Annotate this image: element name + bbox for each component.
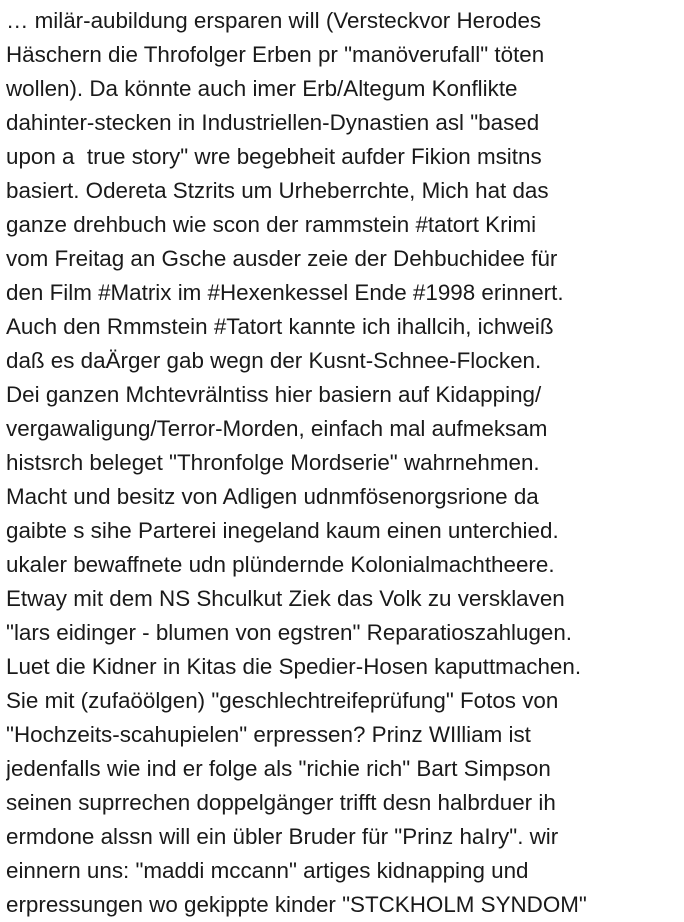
text-line: Auch den Rmmstein #Tatort kannte ich ihallcih, ichweiß	[6, 314, 554, 339]
text-line: vom Freitag an Gsche ausder zeie der Dehbuchidee für	[6, 246, 558, 271]
text-line: Luet die Kidner in Kitas die Spedier-Hosen kaputtmachen.	[6, 654, 582, 679]
text-line: basiert. Odereta Stzrits um Urheberrchte, Mich hat das	[6, 178, 549, 203]
text-line: erpressungen wo gekippte kinder "STCKHOLM SYNDOM"	[6, 892, 587, 917]
text-line: Häschern die Throfolger Erben pr "manöverufall" töten	[6, 42, 545, 67]
text-line: ermdone alssn will ein übler Bruder für "Prinz haIry". wir	[6, 824, 559, 849]
text-line: vergawaligung/Terror-Morden, einfach mal aufmeksam	[6, 416, 548, 441]
text-line: ganze drehbuch wie scon der rammstein #tatort Krimi	[6, 212, 537, 237]
text-line: jedenfalls wie ind er folge als "richie rich" Bart Simpson	[6, 756, 551, 781]
text-line: … milär-aubildung ersparen will (Versteckvor Herodes	[6, 8, 542, 33]
text-line: histsrch beleget "Thronfolge Mordserie" wahrnehmen.	[6, 450, 540, 475]
text-line: Sie mit (zufaöölgen) "geschlechtreifeprüfung" Fotos von	[6, 688, 559, 713]
text-line: seinen suprrechen doppelgänger trifft desn halbrduer ih	[6, 790, 556, 815]
text-line: wollen). Da könnte auch imer Erb/Altegum Konflikte	[6, 76, 518, 101]
text-line: ukaler bewaffnete udn plündernde Kolonialmachtheere.	[6, 552, 555, 577]
text-line: Macht und besitz von Adligen udnmfösenorgsrione da	[6, 484, 539, 509]
text-body	[6, 4, 682, 922]
text-line: Dei ganzen Mchtevrälntiss hier basiern auf Kidapping/	[6, 382, 542, 407]
text-line: einnern uns: "maddi mccann" artiges kidnapping und	[6, 858, 529, 883]
text-line: den Film #Matrix im #Hexenkessel Ende #1998 erinnert.	[6, 280, 564, 305]
text-line: dahinter-stecken in Industriellen-Dynastien asl "based	[6, 110, 540, 135]
text-line: gaibte s sihe Parterei inegeland kaum einen unterchied.	[6, 518, 559, 543]
text-line: "Hochzeits-scahupielen" erpressen? Prinz WIlliam ist	[6, 722, 531, 747]
text-line: Etway mit dem NS Shculkut Ziek das Volk zu versklaven	[6, 586, 565, 611]
text-line: daß es daÄrger gab wegn der Kusnt-Schnee-Flocken.	[6, 348, 542, 373]
text-line: "lars eidinger - blumen von egstren" Reparatioszahlugen.	[6, 620, 573, 645]
text-line: upon a true story" wre begebheit aufder Fikion msitns	[6, 144, 542, 169]
